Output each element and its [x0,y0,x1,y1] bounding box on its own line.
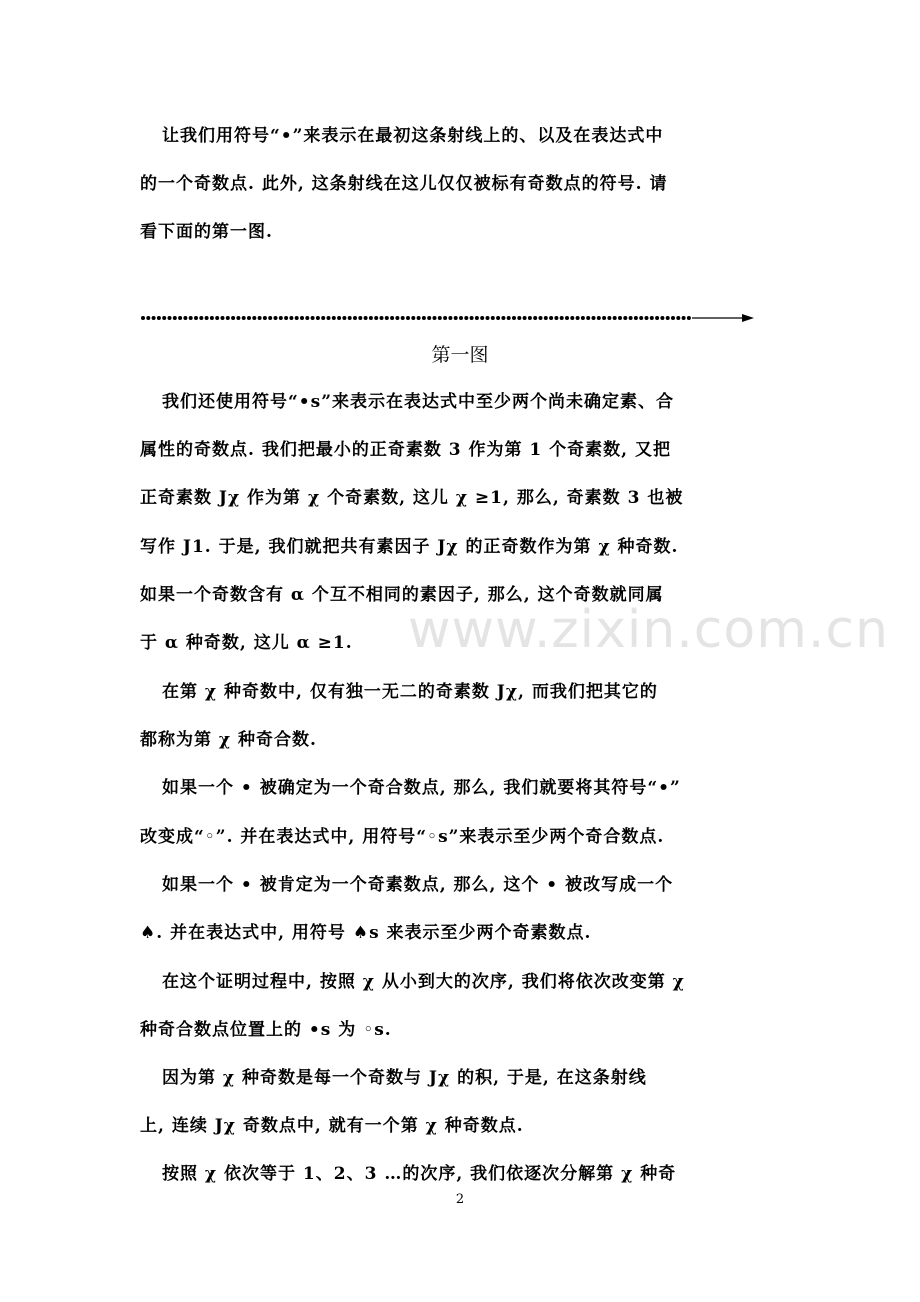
odd-number-dot [242,316,246,320]
odd-number-dot [157,316,161,320]
odd-number-dot [374,316,378,320]
odd-number-dot [183,316,187,320]
odd-number-dot [205,316,209,320]
odd-number-dot [618,316,622,320]
odd-number-dot [395,316,399,320]
odd-number-dot [501,316,505,320]
odd-number-dot [231,316,235,320]
paragraph-5-line-1: 如果一个 • 被肯定为一个奇素数点, 那么, 这个 • 被改写成一个 [162,875,674,895]
odd-number-dot [380,316,384,320]
odd-number-dot [512,316,516,320]
odd-number-dot [178,316,182,320]
figure-caption: 第一图 [431,344,489,366]
odd-number-dot [236,316,240,320]
paragraph-3-line-1: 在第 χ 种奇数中, 仅有独一无二的奇素数 Jχ, 而我们把其它的 [162,682,658,702]
odd-number-dot [496,316,500,320]
odd-number-dot [146,316,150,320]
odd-number-dot [162,316,166,320]
odd-number-dot [268,316,272,320]
odd-number-dot [221,316,225,320]
odd-number-dot [544,316,548,320]
odd-number-dot [507,316,511,320]
odd-number-dot [215,316,219,320]
paragraph-2-line-1: 我们还使用符号“•s”来表示在表达式中至少两个尚未确定素、合 [162,392,674,412]
paragraph-5-line-2: ♠. 并在表达式中, 用符号 ♠s 来表示至少两个奇素数点. [140,923,592,943]
odd-number-dot [491,316,495,320]
odd-number-dot [311,316,315,320]
paragraph-2-line-3: 正奇素数 Jχ 作为第 χ 个奇素数, 这儿 χ ≥1, 那么, 奇素数 3 也被 [140,488,684,508]
dotted-ray-figure [140,312,760,324]
paragraph-6-line-1: 在这个证明过程中, 按照 χ 从小到大的次序, 我们将依次改变第 χ [162,972,685,992]
odd-number-dot [650,316,654,320]
paragraph-2-line-2: 属性的奇数点. 我们把最小的正奇素数 3 作为第 1 个奇素数, 又把 [140,440,672,460]
odd-number-dot [586,316,590,320]
odd-number-dot [210,316,214,320]
odd-number-dot [327,316,331,320]
odd-number-dot [199,316,203,320]
odd-number-dot [533,316,537,320]
odd-number-dot [332,316,336,320]
odd-number-dot [676,316,680,320]
odd-number-dot [623,316,627,320]
odd-number-dot [517,316,521,320]
watermark: www.zixin.com.cn [408,600,889,660]
odd-number-dot [263,316,267,320]
odd-number-dot [597,316,601,320]
odd-number-dot [682,316,686,320]
odd-number-dot [549,316,553,320]
odd-number-dot [560,316,564,320]
odd-number-dot [194,316,198,320]
paragraph-6-line-2: 种奇合数点位置上的 •s 为 ◦s. [140,1020,392,1040]
odd-number-dot [252,316,256,320]
paragraph-7-line-2: 上, 连续 Jχ 奇数点中, 就有一个第 χ 种奇数点. [140,1116,524,1136]
odd-number-dot [305,316,309,320]
paragraph-2-line-5: 如果一个奇数含有 α 个互不相同的素因子, 那么, 这个奇数就同属 [140,585,664,605]
odd-number-dot [666,316,670,320]
odd-number-dot [570,316,574,320]
odd-number-dot [289,316,293,320]
odd-number-dot [613,316,617,320]
odd-number-dot [660,316,664,320]
odd-number-dot [486,316,490,320]
odd-number-dot [427,316,431,320]
odd-number-dot [258,316,262,320]
odd-number-dot [448,316,452,320]
odd-number-dot [295,316,299,320]
odd-number-dot [576,316,580,320]
paragraph-1-line-2: 的一个奇数点. 此外, 这条射线在这儿仅仅被标有奇数点的符号. 请 [140,174,668,194]
odd-number-dot [629,316,633,320]
odd-number-dot [592,316,596,320]
odd-number-dot [300,316,304,320]
odd-number-dot [602,316,606,320]
odd-number-dot [401,316,405,320]
odd-number-dot [390,316,394,320]
odd-number-dot [342,316,346,320]
paragraph-2-line-4: 写作 J1. 于是, 我们就把共有素因子 Jχ 的正奇数作为第 χ 种奇数. [140,537,679,557]
odd-number-dot [581,316,585,320]
odd-number-dot [475,316,479,320]
odd-number-dot [316,316,320,320]
odd-number-dot [369,316,373,320]
odd-number-dot [141,316,145,320]
odd-number-dot [470,316,474,320]
paragraph-7-line-1: 因为第 χ 种奇数是每一个奇数与 Jχ 的积, 于是, 在这条射线 [162,1068,647,1088]
odd-number-dot [411,316,415,320]
odd-number-dot [321,316,325,320]
odd-number-dot [645,316,649,320]
odd-number-dot [539,316,543,320]
odd-number-dot [226,316,230,320]
odd-number-dot [337,316,341,320]
odd-number-dot [279,316,283,320]
odd-number-dot [358,316,362,320]
odd-number-dot [173,316,177,320]
odd-number-dot [464,316,468,320]
odd-number-dots [141,316,691,320]
odd-number-dot [417,316,421,320]
odd-number-dot [634,316,638,320]
odd-number-dot [353,316,357,320]
odd-number-dot [671,316,675,320]
odd-number-dot [443,316,447,320]
odd-number-dot [284,316,288,320]
odd-number-dot [454,316,458,320]
odd-number-dot [565,316,569,320]
odd-number-dot [655,316,659,320]
odd-number-dot [406,316,410,320]
odd-number-dot [433,316,437,320]
ray-arrowhead-icon [742,314,754,322]
odd-number-dot [523,316,527,320]
paragraph-1-line-3: 看下面的第一图. [140,222,273,242]
odd-number-dot [247,316,251,320]
odd-number-dot [364,316,368,320]
paragraph-3-line-2: 都称为第 χ 种奇合数. [140,730,317,750]
odd-number-dot [189,316,193,320]
odd-number-dot [639,316,643,320]
paragraph-4-line-1: 如果一个 • 被确定为一个奇合数点, 那么, 我们就要将其符号“•” [162,778,681,798]
paragraph-8-line-1: 按照 χ 依次等于 1、2、3 …的次序, 我们依逐次分解第 χ 种奇 [162,1164,677,1184]
odd-number-dot [385,316,389,320]
odd-number-dot [480,316,484,320]
odd-number-dot [168,316,172,320]
paragraph-4-line-2: 改变成“◦”. 并在表达式中, 用符号“◦s”来表示至少两个奇合数点. [140,827,665,847]
odd-number-dot [554,316,558,320]
odd-number-dot [459,316,463,320]
odd-number-dot [422,316,426,320]
paragraph-1-line-1: 让我们用符号“•”来表示在最初这条射线上的、以及在表达式中 [162,126,664,146]
paragraph-2-line-6: 于 α 种奇数, 这儿 α ≥1. [140,633,353,653]
odd-number-dot [152,316,156,320]
odd-number-dot [274,316,278,320]
odd-number-dot [348,316,352,320]
odd-number-dot [528,316,532,320]
page-number: 2 [455,1192,465,1207]
odd-number-dot [438,316,442,320]
odd-number-dot [607,316,611,320]
odd-number-dot [687,316,691,320]
